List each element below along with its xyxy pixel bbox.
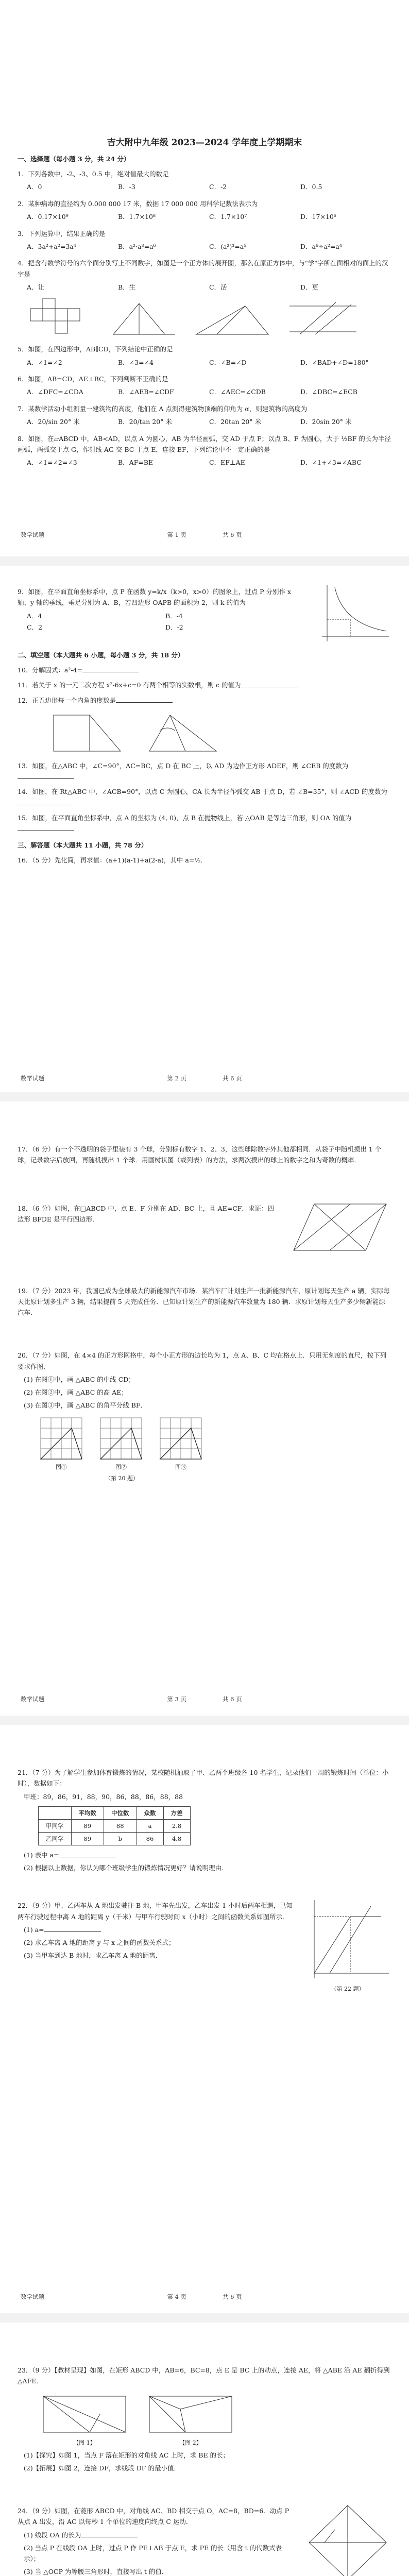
option: D．a⁶÷a²=a⁴ [300,242,342,250]
table-cell: 88 [104,1819,137,1832]
question-3: 3．下列运算中，结果正确的是 [18,229,106,238]
options-2 [27,211,391,223]
option: D．∠DBC=∠ECB [300,388,357,396]
question-18: 18．（6 分）如图，在□ABCD 中，点 E、F 分别在 AD、BC 上，且 AE=CF．求证：四边形 BFDE 是平行四边形． [18,1204,274,1223]
question-24-part-3: (3) 当 △OCP 为等腰三角形时，直接写出 t 的值． [24,2568,168,2576]
option: A．3a²+a²=3a⁴ [27,242,76,250]
page-1 [0,0,409,549]
table-cell: 甲同学 [39,1819,72,1832]
question-7: 7．某数学活动小组测量一建筑物的高度，他们在 A 点测得建筑物顶端的仰角为 α，则建筑物的高度为 [18,404,308,413]
table-cell: a [137,1819,163,1832]
figures-row-1 [28,298,391,340]
table-cell: 89 [71,1819,104,1832]
question-22-part-3: (3) 当甲车到达 B 地时，求乙车离 A 地的距离． [24,1952,162,1960]
table-cell: 4.8 [163,1832,190,1845]
footer-page: 第 4 页 [167,2293,186,2300]
quadrilateral-figure [108,298,180,340]
option: C．(a²)³=a⁵ [209,242,247,250]
page-footer-3 [0,1695,409,1703]
q18-block [18,1199,391,1256]
question-14 [18,786,391,808]
table-cell: 86 [137,1832,163,1845]
question-23: 23．（9 分）【教材呈现】如图，在矩形 ABCD 中，AB=6，BC=8，点 E 是 BC 上的动点，连接 AE，将 △ABE 沿 AE 翻折得到 △AFE． [18,2366,390,2385]
figures-row-2 [48,710,391,756]
option: B．生 [118,283,136,291]
question-text: 13．如图，在△ABC 中，∠C=90°，AC=BC，点 D 在 BC 上，以 AD 为边作正方形 ADEF，则 ∠CEB 的度数为 [18,761,349,770]
q22-figure [304,1896,391,1993]
option: C．-2 [209,183,227,191]
table-cell: 乙同学 [39,1832,72,1845]
question-text: 10．分解因式：a²-4= [18,666,83,674]
question-23-part-1: (1)【探究】如图 1，当点 F 落在矩形的对角线 AC 上时，求 BE 的长； [24,2451,230,2459]
question-16: 16．（5 分）先化简，再求值：(a+1)(a-1)+a(2-a)，其中 a=½． [18,856,207,865]
page-divider [0,556,409,566]
figure-group-caption: （第 20 题） [105,1475,139,1482]
footer-subject: 数学试题 [21,1075,44,1082]
options-1 [27,181,391,193]
question-12 [18,695,391,706]
page-divider [0,2313,409,2323]
option: B．-4 [165,612,183,620]
option: D．-2 [165,623,183,631]
option: C．20tan 20° 米 [209,418,262,426]
figure-caption: （第 22 题） [331,1986,365,1993]
table-header: 平均数 [71,1806,104,1819]
table-cell: 2.8 [163,1819,190,1832]
option: A．∠DFC=∠CDA [27,388,83,396]
option: C．2 [27,623,43,631]
option: B．AF=BE [118,459,154,466]
option: B．a²·a³=a⁶ [118,242,156,250]
question-24-part-1 [24,2530,294,2540]
question-1: 1．下列各数中，-2、-3、0.5 中，绝对值最大的数是 [18,170,169,178]
options-8 [27,457,391,469]
table-cell: b [104,1832,137,1845]
question-text: 12．正五边形每一个内角的度数是 [18,696,116,704]
parallelogram-figure [288,1199,391,1256]
page-3 [0,1103,409,1705]
question-22-part-1 [24,1924,294,1935]
question-text: (1) a= [24,1925,44,1934]
question-text: 14．如图，在 Rt△ABC 中，∠ACB=90°，以点 C 为圆心，CA 长为半径作弧交 AB 于点 D，若 ∠B=35°，则 ∠ACD 的度数为 [18,788,387,796]
question-21-data: 甲班：89，86，91，88，90，86，88，86，88，88 [24,1792,183,1801]
page-title: 吉大附中九年级 2023—2024 学年度上学期期末 [107,138,302,148]
question-8: 8．如图，在▱ABCD 中，AB<AD，以点 A 为圆心，AB 为半径画弧，交 AD 于点 F；以点 B、F 为圆心，大于 ½BF 的长为半径画弧，两弧交于点 G，作射线 AG 交 BC 于点 E，连接 EF，下列结论中不一定正确的是 [18,434,391,453]
option: D．20sin 20° 米 [300,418,352,426]
footer-page: 第 1 页 [167,531,186,538]
answer-blank [116,696,173,703]
rectangle-fold-figure-1 [38,2391,131,2437]
page-divider [0,1716,409,1725]
question-11 [18,680,391,690]
option: D．∠1+∠3=∠ABC [300,459,362,466]
table-cell: 89 [71,1832,104,1845]
option: D．更 [300,283,319,291]
footer-subject: 数学试题 [21,1696,44,1703]
option: A．20/sin 20° 米 [27,418,80,426]
option: B．∠AEB=∠CDF [118,388,174,396]
question-19: 19．（7 分）2023 年，我国已成为全球最大的新能源汽车市场．某汽车厂计划生产一批新能源汽车，原计划每天生产 a 辆，实际每天比原计划多生产 3 辆，结果提前 5 天完成任务．已知原计划生产的新能源汽车数量为 180 辆．求原计划每天生产多少辆新能源汽车． [18,1286,390,1316]
footer-total: 共 6 页 [223,1075,242,1082]
option: C．∠B=∠D [209,358,247,366]
option: A．让 [27,283,45,291]
rhombus-figure [304,2501,391,2576]
q24-figure [304,2501,391,2576]
page-divider [0,1092,409,1101]
table-row [39,1832,191,1845]
table-header: 方差 [163,1806,190,1819]
question-21-part-1 [24,1850,391,1860]
section-heading: 一、选择题（每小题 3 分，共 24 分） [18,155,130,163]
options-6 [27,386,391,398]
question-9: 9．如图，在平面直角坐标系中，点 P 在函数 y=k/x（k>0，x>0）的图象上，过点 P 分别作 x 轴、y 轴的垂线，垂足分别为 A、B，若四边形 OAPB 的面积为 2，则 k 的值为 [18,588,292,607]
question-24: 24．（9 分）如图，在菱形 ABCD 中，对角线 AC、BD 相交于点 O，AC=8，BD=6．动点 P 从点 A 出发，沿 AC 以每秒 1 个单位的速度向终点 C 运动． [18,2507,289,2526]
answer-blank [18,772,74,779]
question-2: 2．某种病毒的直径约为 0.000 000 17 米，数据 17 000 000 用科学记数法表示为 [18,199,258,208]
table-header-row [39,1806,191,1819]
question-15 [18,812,391,835]
option: A．4 [27,612,42,620]
section-heading: 二、填空题（本大题共 6 小题，每小题 3 分，共 18 分） [18,651,184,659]
options-4 [27,282,391,294]
option: A．0.17×10⁹ [27,213,69,221]
question-21-part-2: (2) 根据以上数据，你认为哪个班级学生的锻炼情况更好？请说明理由． [24,1864,228,1872]
question-22-part-2: (2) 求乙车离 A 地的距离 y 与 x 之间的函数关系式； [24,1939,175,1946]
footer-subject: 数学试题 [21,2293,44,2300]
right-triangle-arc-figure [139,710,221,756]
page-4 [0,1726,409,2293]
grid-figure-1 [38,1415,84,1471]
option: C．1.7×10⁷ [209,213,247,221]
footer-total: 共 6 页 [223,2293,242,2300]
question-13 [18,760,391,783]
grid-figure-2 [98,1415,144,1471]
answer-blank [59,1850,116,1857]
square-triangle-figure [48,710,126,756]
figure-caption: 图③ [175,1463,186,1470]
question-text: (1) 表中 a= [24,1851,59,1859]
footer-subject: 数学试题 [21,531,44,538]
table-header: 中位数 [104,1806,137,1819]
answer-blank [81,2530,138,2537]
footer-total: 共 6 页 [223,1696,242,1703]
option: A．0 [27,183,42,191]
question-24-part-2: (2) 当点 P 在线段 OA 上时，过点 P 作 PE⊥AB 于点 E，求 PE 的长（用含 t 的代数式表示）； [24,2544,282,2563]
table-header: 众数 [137,1806,163,1819]
question-20: 20．（7 分）如图，在 4×4 的正方形网格中，每个小正方形的边长均为 1，点 A、B、C 均在格点上．只用无刻度的直尺，按下列要求作图． [18,1351,387,1370]
option: B．20/tan 20° 米 [118,418,172,426]
page-footer-4 [0,2293,409,2301]
answer-blank [18,824,74,832]
question-20-part-2: (2) 在图②中，画 △ABC 的高 AE； [24,1388,128,1396]
footer-total: 共 6 页 [223,531,242,538]
figure-caption: 图② [115,1463,127,1470]
question-text: 15．如图，在平面直角坐标系中，点 A 的坐标为 (4, 0)，点 B 在抛物线上，若 △OAB 是等边三角形，则 OA 的值为 [18,814,352,822]
answer-blank [82,666,139,673]
option: B．∠3=∠4 [118,358,154,366]
triangle-figure [194,298,271,340]
answer-blank [18,798,74,805]
page-footer-1 [0,531,409,539]
cube-net-figure [28,298,95,340]
question-10 [18,665,391,675]
question-20-part-3: (3) 在图③中，画 △ABC 的角平分线 BF． [24,1401,147,1410]
footer-page: 第 2 页 [167,1075,186,1082]
option: A．∠1=∠2=∠3 [27,459,77,466]
q9-block [18,582,391,644]
figure-caption: 【图 1】 [73,2439,96,2446]
option: C．∠AEC=∠CDB [209,388,266,396]
option: D．17×10⁶ [300,213,336,221]
option: B．1.7×10⁸ [118,213,156,221]
options-3 [27,241,391,253]
table-header [39,1806,72,1819]
hyperbola-figure [314,582,391,644]
rectangle-fold-figure-2 [144,2391,237,2437]
grid-figure-3 [158,1415,204,1471]
section-heading: 三、解答题（本大题共 11 小题，共 78 分） [18,841,148,850]
grid-3 [158,1415,204,1462]
options-5 [27,357,391,369]
distance-time-graph [304,1896,391,1984]
q23-figures [38,2391,391,2447]
question-4: 4．把含有数学符号的六个面分别写上不同数字，如图是一个正方体的展开图，那么在原正方体中，与"学"字所在面相对的面上的汉字是 [18,259,388,278]
options-7 [27,416,391,428]
question-text: (1) 线段 OA 的长为 [24,2531,81,2539]
q23-figure-2 [144,2391,237,2447]
table-row [39,1819,191,1832]
option: D．0.5 [300,183,322,191]
q22-block [18,1896,391,1993]
page-5 [0,2324,409,2576]
q23-figure-1 [38,2391,131,2447]
q24-block [18,2501,391,2576]
grid-figures-row [38,1415,391,1471]
option: C．活 [209,283,227,291]
grid-2 [98,1415,144,1462]
question-6: 6．如图，AB=CD，AE⊥BC，下列判断不正确的是 [18,375,168,383]
question-17: 17．（6 分）有一个不透明的袋子里装有 3 个球，分别标有数字 1、2、3，这些球除数字外其他都相同．从袋子中随机摸出 1 个球，记录数字后放回，再随机摸出 1 个球．用画树状图（或列表）的方法，求两次摸出的球上的数字之和为奇数的概率． [18,1145,382,1164]
page-footer-2 [0,1074,409,1082]
option: C．EF⊥AE [209,459,245,466]
page-2 [0,567,409,1082]
figure-caption: 【图 2】 [179,2439,202,2446]
answer-blank [44,1925,101,1932]
grid-1 [38,1415,84,1462]
option: D．∠BAD+∠D=180° [300,358,369,366]
footer-page: 第 3 页 [167,1696,186,1703]
question-text: 11．若关于 x 的一元二次方程 x²-6x+c=0 有两个相等的实数根，则 c 的值为 [18,681,241,689]
figure-caption: 图① [56,1463,67,1470]
option: B．-3 [118,183,135,191]
question-22: 22．（9 分）甲、乙两车从 A 地出发驶往 B 地，甲车先出发，乙车出发 1 小时后两车相遇，已知两车行驶过程中离 A 地的距离 y（千米）与甲车行驶时间 x（小时）之间的函数关系如图所示． [18,1902,293,1921]
stats-table [38,1806,191,1845]
option: A．∠1=∠2 [27,358,62,366]
question-20-part-1: (1) 在图①中，画 △ABC 的中线 CD； [24,1375,135,1383]
lines-figure [284,298,362,340]
answer-blank [241,681,298,688]
question-21: 21．（7 分）为了解学生参加体育锻炼的情况，某校随机抽取了甲、乙两个班级各 10 名学生，记录他们一周的锻炼时间（单位：小时），数据如下： [18,1769,389,1788]
question-5: 5．如图，在四边形中，AB∥CD，下列结论中正确的是 [18,345,173,353]
options-9 [27,611,304,634]
question-23-part-2: (2)【拓展】如图 2，连接 DF，求线段 DF 的最小值． [24,2464,180,2472]
